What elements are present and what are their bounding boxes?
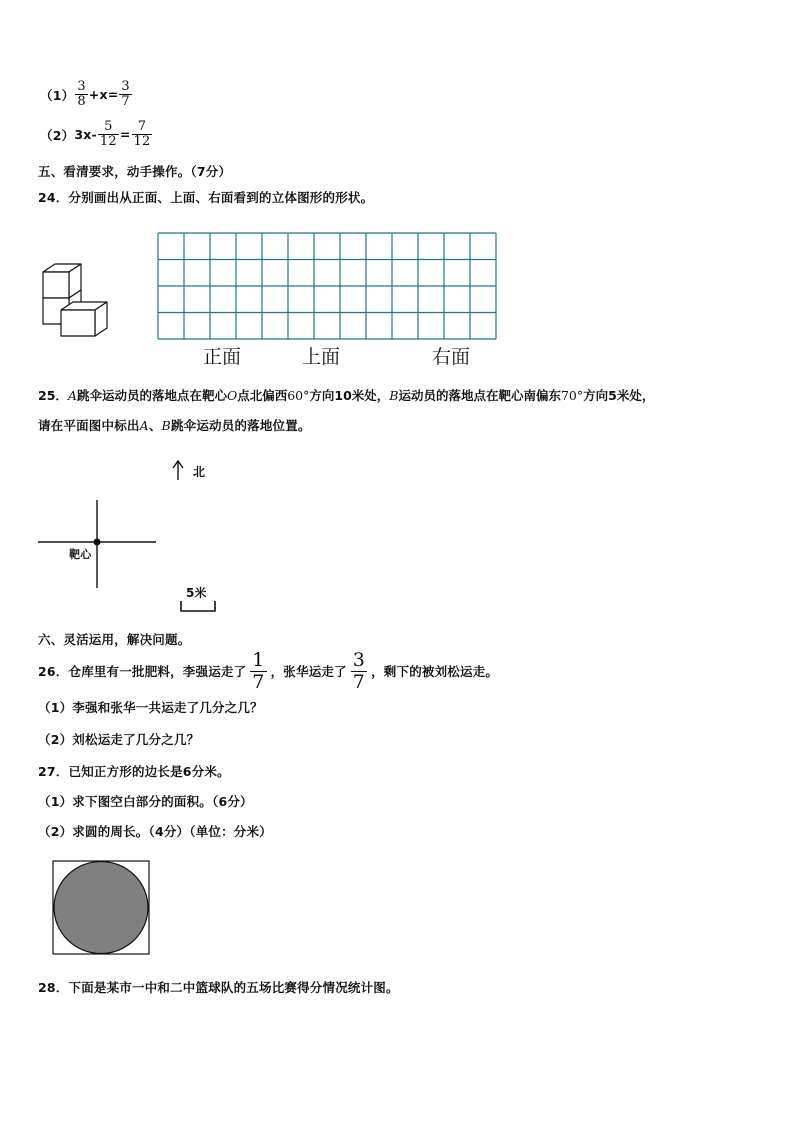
section-title: 五、看清要求，动手操作。（7分） — [38, 164, 232, 179]
target-center-dot — [94, 539, 101, 546]
question-24: 24．分别画出从正面、上面、右面看到的立体图形的形状。 — [38, 190, 374, 205]
cube-face — [61, 310, 95, 336]
question-26-part2: （2）刘松运走了几分之几？ — [38, 732, 200, 747]
drawing-grid[interactable] — [157, 232, 497, 340]
fraction: $\frac{7}{12}$ — [133, 119, 151, 150]
equation-2: （2） 3x- $\frac{5}{12}$ = $\frac{7}{12}$ — [40, 119, 151, 150]
fraction: $\frac{5}{12}$ — [99, 119, 117, 150]
cube-figure — [38, 260, 112, 340]
question-25-line1: 25．A跳伞运动员的落地点在靶心O点北偏西60°方向10米处，B运动员的落地点在靶心南偏东70°方向5米处， — [38, 388, 655, 403]
fraction: $\frac{3}{7}$ — [121, 79, 130, 110]
view-label-top: 上面 — [302, 346, 341, 368]
question-25-line2: 请在平面图中标出A、B跳伞运动员的落地位置。 — [38, 418, 311, 433]
north-label: 北 — [193, 465, 206, 479]
square-with-circle — [52, 860, 152, 956]
question-27: 27．已知正方形的边长是6分米。 — [38, 764, 230, 779]
circle — [54, 862, 148, 954]
question-28: 28．下面是某市一中和二中篮球队的五场比赛得分情况统计图。 — [38, 980, 399, 995]
view-label-front: 正面 — [203, 346, 242, 368]
fraction: $\frac{3}{8}$ — [77, 79, 86, 110]
fraction: $\frac{3}{7}$ — [352, 649, 366, 693]
equation-1: （1） $\frac{3}{8}$ +x= $\frac{3}{7}$ — [40, 79, 130, 110]
scale-label: 5米 — [186, 586, 207, 600]
cube-face — [43, 272, 69, 298]
question-26: 26．仓库里有一批肥料，李强运走了 $\frac{1}{7}$ ，张华运走了 $\frac{3}{7}$ ，剩下的被刘松运走。 — [38, 649, 499, 693]
question-27-part2: （2）求圆的周长。（4分）（单位：分米） — [38, 824, 272, 839]
question-26-part1: （1）李强和张华一共运走了几分之几？ — [38, 700, 263, 715]
target-center-label: 靶心 — [69, 548, 92, 561]
section-title: 六、灵活运用，解决问题。 — [38, 632, 191, 647]
fraction: $\frac{1}{7}$ — [252, 649, 265, 693]
scale-bar — [181, 601, 215, 611]
question-27-part1: （1）求下图空白部分的面积。（6分） — [38, 794, 253, 809]
view-label-right: 右面 — [432, 346, 471, 368]
